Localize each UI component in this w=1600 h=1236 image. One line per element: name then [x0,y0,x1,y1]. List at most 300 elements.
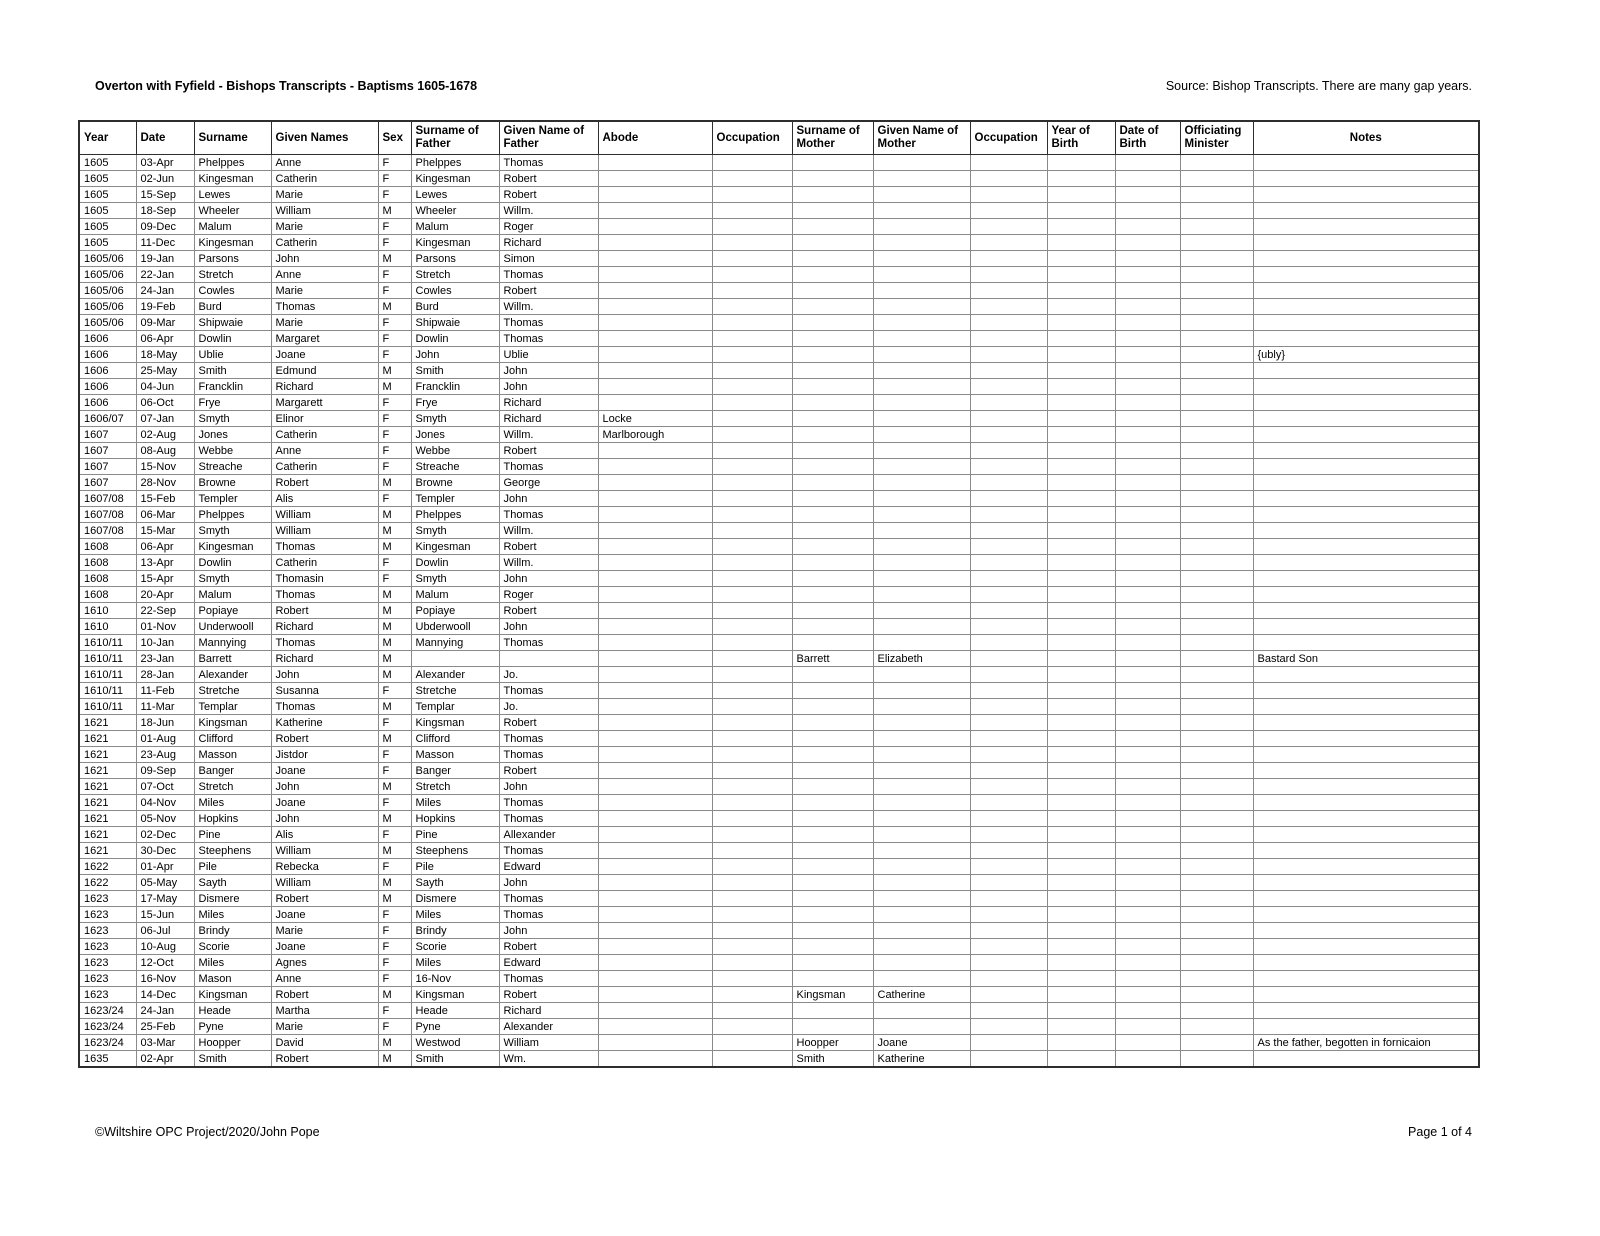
cell-year: 1623 [79,971,136,987]
cell-year: 1621 [79,811,136,827]
cell-sex: M [378,843,411,859]
cell-year: 1610/11 [79,699,136,715]
cell-given-name-of-father: Thomas [499,747,598,763]
cell-surname-of-father: Brindy [411,923,499,939]
cell-occupation [712,667,792,683]
cell-date: 05-Nov [136,811,194,827]
cell-surname-of-father: Dowlin [411,555,499,571]
cell-surname: Templer [194,491,271,507]
cell-date: 25-May [136,363,194,379]
cell-occupation [712,283,792,299]
cell-abode [598,331,712,347]
cell-abode [598,523,712,539]
cell-occupation [970,203,1047,219]
cell-notes [1253,155,1479,171]
cell-given-name-of-mother [873,331,970,347]
table-row [79,715,1479,731]
cell-year-of-birth [1047,427,1115,443]
cell-notes [1253,171,1479,187]
table-row [79,811,1479,827]
cell-year: 1606 [79,395,136,411]
cell-occupation [712,187,792,203]
cell-occupation [712,1051,792,1068]
table-row [79,683,1479,699]
cell-officiating-minister [1180,507,1253,523]
cell-date: 28-Nov [136,475,194,491]
cell-given-name-of-father: Thomas [499,971,598,987]
cell-officiating-minister [1180,795,1253,811]
cell-given-name-of-mother [873,955,970,971]
cell-abode [598,651,712,667]
column-header-given-name-of-mother: Given Name of Mother [873,121,970,155]
cell-abode [598,795,712,811]
cell-date: 01-Nov [136,619,194,635]
cell-given-name-of-mother [873,315,970,331]
cell-date-of-birth [1115,1051,1180,1068]
cell-surname: Mannying [194,635,271,651]
cell-occupation [970,923,1047,939]
cell-notes [1253,907,1479,923]
cell-officiating-minister [1180,1035,1253,1051]
cell-occupation [970,651,1047,667]
cell-given-names: William [271,843,378,859]
cell-given-name-of-mother [873,891,970,907]
cell-occupation [970,635,1047,651]
cell-surname-of-mother [792,795,873,811]
table-row [79,939,1479,955]
cell-date-of-birth [1115,331,1180,347]
cell-sex: F [378,827,411,843]
cell-abode [598,475,712,491]
cell-occupation [970,667,1047,683]
cell-given-name-of-father: Allexander [499,827,598,843]
cell-surname-of-mother [792,299,873,315]
cell-occupation [712,747,792,763]
cell-abode [598,251,712,267]
cell-abode [598,507,712,523]
cell-given-names: William [271,203,378,219]
cell-year-of-birth [1047,315,1115,331]
cell-officiating-minister [1180,347,1253,363]
cell-abode [598,299,712,315]
cell-given-names: Edmund [271,363,378,379]
cell-surname-of-father: Steephens [411,843,499,859]
cell-surname-of-mother [792,395,873,411]
cell-surname-of-mother [792,811,873,827]
cell-given-name-of-father: Robert [499,987,598,1003]
table-row [79,395,1479,411]
cell-year: 1623 [79,891,136,907]
cell-date-of-birth [1115,827,1180,843]
cell-date: 09-Mar [136,315,194,331]
cell-given-names: John [271,811,378,827]
cell-given-names: Marie [271,315,378,331]
cell-sex: F [378,459,411,475]
cell-notes [1253,827,1479,843]
cell-notes [1253,187,1479,203]
cell-year-of-birth [1047,603,1115,619]
cell-officiating-minister [1180,731,1253,747]
cell-date-of-birth [1115,155,1180,171]
cell-date-of-birth [1115,347,1180,363]
cell-given-name-of-mother [873,155,970,171]
cell-surname-of-mother [792,475,873,491]
cell-year-of-birth [1047,1035,1115,1051]
cell-year: 1621 [79,827,136,843]
cell-occupation [970,379,1047,395]
cell-given-name-of-father: John [499,923,598,939]
cell-abode [598,395,712,411]
cell-given-name-of-father: William [499,1035,598,1051]
cell-given-name-of-mother [873,779,970,795]
table-row [79,491,1479,507]
cell-year-of-birth [1047,859,1115,875]
cell-date-of-birth [1115,859,1180,875]
table-row [79,187,1479,203]
table-row [79,571,1479,587]
cell-surname-of-father: Smyth [411,523,499,539]
cell-date: 06-Apr [136,539,194,555]
table-row [79,299,1479,315]
cell-surname-of-mother [792,763,873,779]
cell-year: 1607 [79,459,136,475]
cell-occupation [970,507,1047,523]
table-row [79,907,1479,923]
cell-officiating-minister [1180,667,1253,683]
cell-given-names: Martha [271,1003,378,1019]
cell-surname-of-father: 16-Nov [411,971,499,987]
cell-officiating-minister [1180,843,1253,859]
cell-given-names: William [271,507,378,523]
cell-sex: F [378,171,411,187]
cell-officiating-minister [1180,171,1253,187]
cell-surname-of-mother: Barrett [792,651,873,667]
cell-given-name-of-father: Thomas [499,635,598,651]
cell-date: 02-Apr [136,1051,194,1068]
cell-surname-of-father: Masson [411,747,499,763]
cell-occupation [712,779,792,795]
cell-sex: F [378,715,411,731]
cell-occupation [970,859,1047,875]
cell-surname-of-mother [792,667,873,683]
cell-given-names: Elinor [271,411,378,427]
cell-occupation [712,971,792,987]
cell-year: 1606 [79,379,136,395]
cell-abode [598,347,712,363]
cell-surname-of-mother [792,555,873,571]
cell-officiating-minister [1180,683,1253,699]
cell-sex: F [378,267,411,283]
cell-given-names: Robert [271,1051,378,1068]
cell-surname-of-father: Hopkins [411,811,499,827]
cell-surname: Brindy [194,923,271,939]
cell-abode [598,187,712,203]
cell-year-of-birth [1047,155,1115,171]
cell-abode [598,539,712,555]
table-row [79,731,1479,747]
cell-occupation [712,347,792,363]
cell-notes [1253,1019,1479,1035]
cell-given-names: Catherin [271,555,378,571]
cell-date: 16-Nov [136,971,194,987]
cell-given-name-of-father: Edward [499,955,598,971]
cell-surname: Lewes [194,187,271,203]
cell-notes [1253,939,1479,955]
cell-occupation [712,443,792,459]
cell-date: 28-Jan [136,667,194,683]
cell-surname-of-father: John [411,347,499,363]
cell-officiating-minister [1180,459,1253,475]
cell-officiating-minister [1180,619,1253,635]
cell-year: 1623 [79,939,136,955]
cell-surname: Parsons [194,251,271,267]
cell-abode [598,731,712,747]
cell-surname-of-mother [792,267,873,283]
cell-year-of-birth [1047,571,1115,587]
cell-surname-of-mother [792,523,873,539]
cell-surname-of-father: Malum [411,219,499,235]
cell-date-of-birth [1115,571,1180,587]
cell-given-name-of-mother [873,459,970,475]
cell-given-name-of-father: John [499,779,598,795]
cell-sex: M [378,299,411,315]
cell-date-of-birth [1115,443,1180,459]
cell-year: 1607/08 [79,523,136,539]
table-row [79,1051,1479,1068]
column-header-officiating-minister: Officiating Minister [1180,121,1253,155]
table-row [79,523,1479,539]
cell-year: 1605/06 [79,283,136,299]
cell-notes [1253,267,1479,283]
cell-sex: F [378,283,411,299]
cell-date: 06-Oct [136,395,194,411]
table-row [79,971,1479,987]
cell-given-name-of-mother [873,219,970,235]
cell-sex: M [378,1035,411,1051]
cell-notes [1253,427,1479,443]
table-row [79,507,1479,523]
cell-occupation [712,363,792,379]
cell-abode [598,363,712,379]
cell-surname-of-mother [792,715,873,731]
cell-year-of-birth [1047,923,1115,939]
cell-occupation [970,699,1047,715]
cell-notes [1253,539,1479,555]
cell-notes [1253,299,1479,315]
cell-date-of-birth [1115,779,1180,795]
cell-abode [598,283,712,299]
cell-occupation [970,363,1047,379]
cell-officiating-minister [1180,523,1253,539]
cell-date-of-birth [1115,619,1180,635]
table-row [79,795,1479,811]
table-row [79,635,1479,651]
cell-sex: F [378,571,411,587]
cell-surname-of-father: Kingsman [411,715,499,731]
cell-year: 1623/24 [79,1035,136,1051]
cell-given-name-of-mother [873,795,970,811]
cell-given-name-of-father [499,651,598,667]
cell-surname: Phelppes [194,155,271,171]
cell-abode [598,923,712,939]
cell-year: 1623 [79,907,136,923]
table-row [79,315,1479,331]
column-header-occupation: Occupation [712,121,792,155]
cell-given-name-of-father: Roger [499,587,598,603]
cell-occupation [712,731,792,747]
page-number: Page 1 of 4 [1408,1125,1472,1139]
cell-given-name-of-father: Willm. [499,523,598,539]
cell-surname: Kingesman [194,235,271,251]
cell-surname: Dowlin [194,331,271,347]
cell-abode [598,987,712,1003]
cell-year-of-birth [1047,619,1115,635]
cell-occupation [970,539,1047,555]
cell-date: 10-Aug [136,939,194,955]
cell-surname-of-father: Webbe [411,443,499,459]
records-table-header [79,121,1479,155]
cell-year-of-birth [1047,795,1115,811]
cell-date: 09-Dec [136,219,194,235]
cell-date-of-birth [1115,699,1180,715]
cell-abode [598,235,712,251]
table-row [79,779,1479,795]
cell-year: 1610/11 [79,635,136,651]
cell-date-of-birth [1115,891,1180,907]
cell-surname: Browne [194,475,271,491]
cell-date: 23-Aug [136,747,194,763]
cell-officiating-minister [1180,715,1253,731]
cell-surname: Kingsman [194,715,271,731]
cell-given-name-of-mother [873,347,970,363]
cell-occupation [712,235,792,251]
cell-given-names: Joane [271,907,378,923]
cell-surname-of-father: Stretch [411,779,499,795]
cell-given-name-of-father: Thomas [499,811,598,827]
cell-occupation [970,155,1047,171]
cell-surname-of-father: Templer [411,491,499,507]
cell-occupation [712,939,792,955]
cell-given-names: William [271,875,378,891]
cell-year-of-birth [1047,235,1115,251]
cell-officiating-minister [1180,283,1253,299]
cell-surname-of-father: Smith [411,363,499,379]
cell-officiating-minister [1180,603,1253,619]
cell-surname: Barrett [194,651,271,667]
cell-surname-of-mother: Kingsman [792,987,873,1003]
cell-surname: Steephens [194,843,271,859]
cell-year: 1605/06 [79,251,136,267]
cell-given-names: Richard [271,651,378,667]
cell-date: 24-Jan [136,283,194,299]
cell-year: 1623/24 [79,1019,136,1035]
cell-sex: F [378,923,411,939]
cell-surname: Smyth [194,411,271,427]
cell-notes [1253,1003,1479,1019]
cell-abode [598,939,712,955]
cell-given-names: Joane [271,939,378,955]
cell-surname-of-father: Smith [411,1051,499,1068]
cell-year-of-birth [1047,171,1115,187]
cell-date: 11-Dec [136,235,194,251]
cell-given-name-of-mother [873,571,970,587]
cell-officiating-minister [1180,299,1253,315]
cell-year-of-birth [1047,411,1115,427]
cell-surname-of-mother [792,971,873,987]
table-row [79,1003,1479,1019]
cell-surname: Stretche [194,683,271,699]
cell-occupation [970,443,1047,459]
cell-given-name-of-mother [873,251,970,267]
cell-surname-of-father: Kingsman [411,987,499,1003]
cell-sex: M [378,731,411,747]
cell-surname: Clifford [194,731,271,747]
cell-occupation [970,411,1047,427]
cell-date: 02-Aug [136,427,194,443]
cell-notes [1253,635,1479,651]
cell-notes [1253,923,1479,939]
cell-date: 02-Dec [136,827,194,843]
cell-occupation [970,235,1047,251]
cell-surname: Dowlin [194,555,271,571]
cell-abode [598,955,712,971]
cell-given-name-of-father: Thomas [499,507,598,523]
cell-surname-of-mother [792,203,873,219]
cell-sex: F [378,859,411,875]
cell-surname-of-father: Dowlin [411,331,499,347]
cell-year-of-birth [1047,699,1115,715]
cell-year-of-birth [1047,347,1115,363]
cell-sex: F [378,155,411,171]
cell-officiating-minister [1180,763,1253,779]
cell-officiating-minister [1180,1003,1253,1019]
cell-given-name-of-father: Willm. [499,427,598,443]
cell-notes [1253,507,1479,523]
cell-date: 14-Dec [136,987,194,1003]
cell-year-of-birth [1047,331,1115,347]
cell-officiating-minister [1180,571,1253,587]
cell-given-name-of-father: Jo. [499,699,598,715]
cell-sex: F [378,331,411,347]
column-header-date-of-birth: Date of Birth [1115,121,1180,155]
cell-occupation [970,299,1047,315]
cell-given-names: Joane [271,347,378,363]
cell-given-names: Robert [271,475,378,491]
table-row [79,875,1479,891]
cell-occupation [970,875,1047,891]
cell-given-name-of-mother [873,235,970,251]
cell-notes [1253,219,1479,235]
cell-sex: F [378,347,411,363]
table-row [79,699,1479,715]
cell-given-name-of-mother [873,539,970,555]
cell-occupation [712,875,792,891]
cell-given-name-of-father: John [499,571,598,587]
cell-year-of-birth [1047,219,1115,235]
cell-officiating-minister [1180,1019,1253,1035]
table-row [79,171,1479,187]
cell-surname-of-mother [792,587,873,603]
cell-date-of-birth [1115,651,1180,667]
cell-given-name-of-mother [873,667,970,683]
cell-given-name-of-father: Thomas [499,795,598,811]
cell-given-names: Thomasin [271,571,378,587]
cell-surname-of-mother [792,859,873,875]
cell-surname: Miles [194,907,271,923]
cell-abode [598,491,712,507]
cell-surname-of-mother [792,171,873,187]
cell-abode [598,1019,712,1035]
